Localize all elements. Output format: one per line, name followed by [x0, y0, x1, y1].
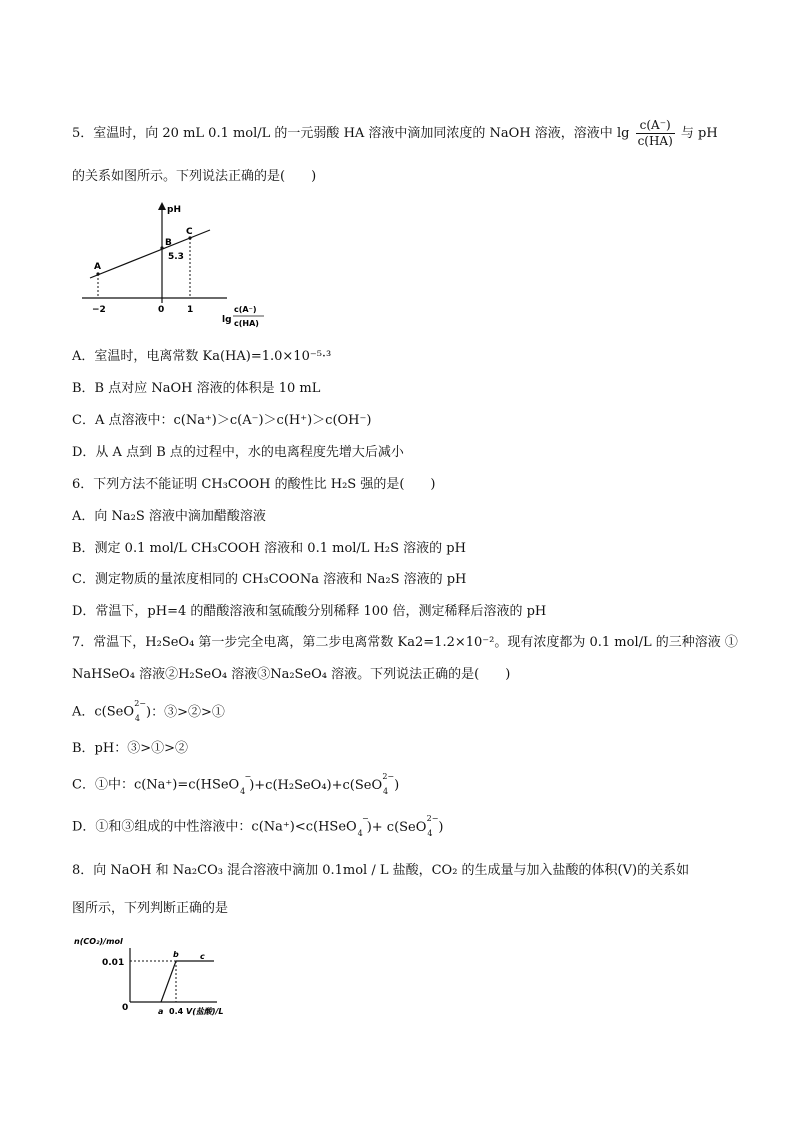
q5-option-a: A．室温时，电离常数 Ka(HA)=1.0×10⁻⁵·³ [72, 349, 332, 364]
q8-x-tick: 0.4 [169, 1007, 184, 1016]
ion-subscript: 4 [383, 787, 389, 796]
ion-subscript: 4 [134, 714, 140, 723]
q5-fraction [636, 118, 675, 149]
ion-subscript: 4 [240, 787, 246, 796]
q8-point-a: a [158, 1007, 164, 1016]
q8-rise-line [161, 961, 176, 1002]
ion-charge: 2− [382, 772, 395, 781]
q5-stem-line2: 的关系如图所示。下列说法正确的是( ) [72, 169, 317, 184]
q7-option-a-post: )：③>②>① [146, 704, 225, 720]
q5-stem-text: 5．室温时，向 20 mL 0.1 mol/L 的一元弱酸 HA 溶液中滴加同浓度的 NaOH 溶液，溶液中 lg [72, 126, 630, 141]
ion-subscript: 4 [357, 829, 363, 838]
q5-option-d: D．从 A 点到 B 点的过程中，水的电离程度先增大后减小 [72, 445, 404, 460]
q7-option-c [72, 772, 400, 796]
q7-option-d-mid: )+ c(SeO [366, 819, 427, 835]
q6-stem: 6．下列方法不能证明 CH₃COOH 的酸性比 H₂S 强的是( ) [72, 477, 436, 492]
q5-point-b [160, 246, 163, 249]
q5-option-b: B．B 点对应 NaOH 溶液的体积是 10 mL [72, 381, 321, 396]
q5-option-c: C．A 点溶液中：c(Na⁺)＞c(A⁻)＞c(H⁺)＞c(OH⁻) [72, 413, 372, 428]
q5-xlabel-lg: lg [222, 315, 232, 325]
q5-fraction-numerator: c(A⁻) [636, 118, 675, 134]
ion-charge: − [244, 772, 252, 781]
q8-stem-line1: 8．向 NaOH 和 Na₂CO₃ 混合溶液中滴加 0.1mol / L 盐酸，CO₂ 的生成量与加入盐酸的体积(V)的关系如 [72, 863, 690, 878]
q6-option-d: D．常温下，pH=4 的醋酸溶液和氢硫酸分别稀释 100 倍，测定稀释后溶液的 pH [72, 604, 547, 619]
q8-point-b: b [173, 950, 179, 959]
q7-option-b: B．pH：③>①>② [72, 741, 188, 756]
q5-label-c: C [186, 227, 193, 237]
q7-option-d-post: ) [438, 819, 444, 835]
q5-label-53: 5.3 [168, 252, 184, 262]
ion-subscript: 4 [427, 829, 433, 838]
q5-stem-tail: 与 pH [680, 126, 718, 141]
ion-charge: 2− [426, 814, 439, 823]
q5-ph-graph [72, 198, 272, 338]
q8-y-label: n(CO₂)/mol [74, 937, 123, 946]
q7-option-c-mid: )+c(H₂SeO₄)+c(SeO [249, 777, 383, 793]
q5-tick-0: 0 [158, 305, 165, 315]
q8-y-tick: 0.01 [102, 958, 125, 968]
q5-ph-line [90, 230, 210, 278]
q8-point-c: c [200, 952, 205, 961]
q8-co2-graph [72, 930, 262, 1025]
q7-option-a-pre: A．c(SeO [72, 704, 134, 720]
q5-tick-1: 1 [187, 305, 194, 315]
q5-label-b: B [165, 238, 172, 248]
q5-label-a: A [94, 262, 101, 272]
q8-origin: 0 [122, 1003, 129, 1013]
q8-stem-line2: 图所示，下列判断正确的是 [72, 901, 229, 916]
q7-option-d-pre: D．①和③组成的中性溶液中：c(Na⁺)<c(HSeO [72, 819, 357, 835]
q5-point-a [96, 272, 99, 275]
q5-xlabel-den: c(HA) [234, 319, 259, 328]
q5-y-arrow [158, 202, 166, 210]
q7-option-c-pre: C．①中：c(Na⁺)=c(HSeO [72, 777, 240, 793]
q6-option-c: C．测定物质的量浓度相同的 CH₃COONa 溶液和 Na₂S 溶液的 pH [72, 572, 467, 587]
q7-option-a [72, 699, 225, 723]
q7-stem-line2: NaHSeO₄ 溶液②H₂SeO₄ 溶液③Na₂SeO₄ 溶液。下列说法正确的是( ) [72, 667, 511, 682]
q5-tick-m2: −2 [92, 305, 106, 315]
ion-charge: − [361, 814, 369, 823]
q7-option-c-post: ) [394, 777, 400, 793]
q5-stem-line1 [72, 118, 718, 149]
q5-fraction-denominator: c(HA) [637, 134, 673, 148]
q5-xlabel-num: c(A⁻) [234, 305, 257, 314]
q6-option-a: A．向 Na₂S 溶液中滴加醋酸溶液 [72, 509, 266, 524]
ion-charge: 2− [134, 699, 146, 708]
q7-option-d [72, 814, 444, 838]
q5-y-label: pH [167, 205, 181, 215]
q8-x-label: V(盐酸)/L [186, 1007, 224, 1016]
q7-stem-line1: 7．常温下，H₂SeO₄ 第一步完全电离，第二步电离常数 Ka2=1.2×10⁻²。现有浓度都为 0.1 mol/L 的三种溶液 ① [72, 635, 738, 650]
q6-option-b: B．测定 0.1 mol/L CH₃COOH 溶液和 0.1 mol/L H₂S 溶液的 pH [72, 541, 466, 556]
